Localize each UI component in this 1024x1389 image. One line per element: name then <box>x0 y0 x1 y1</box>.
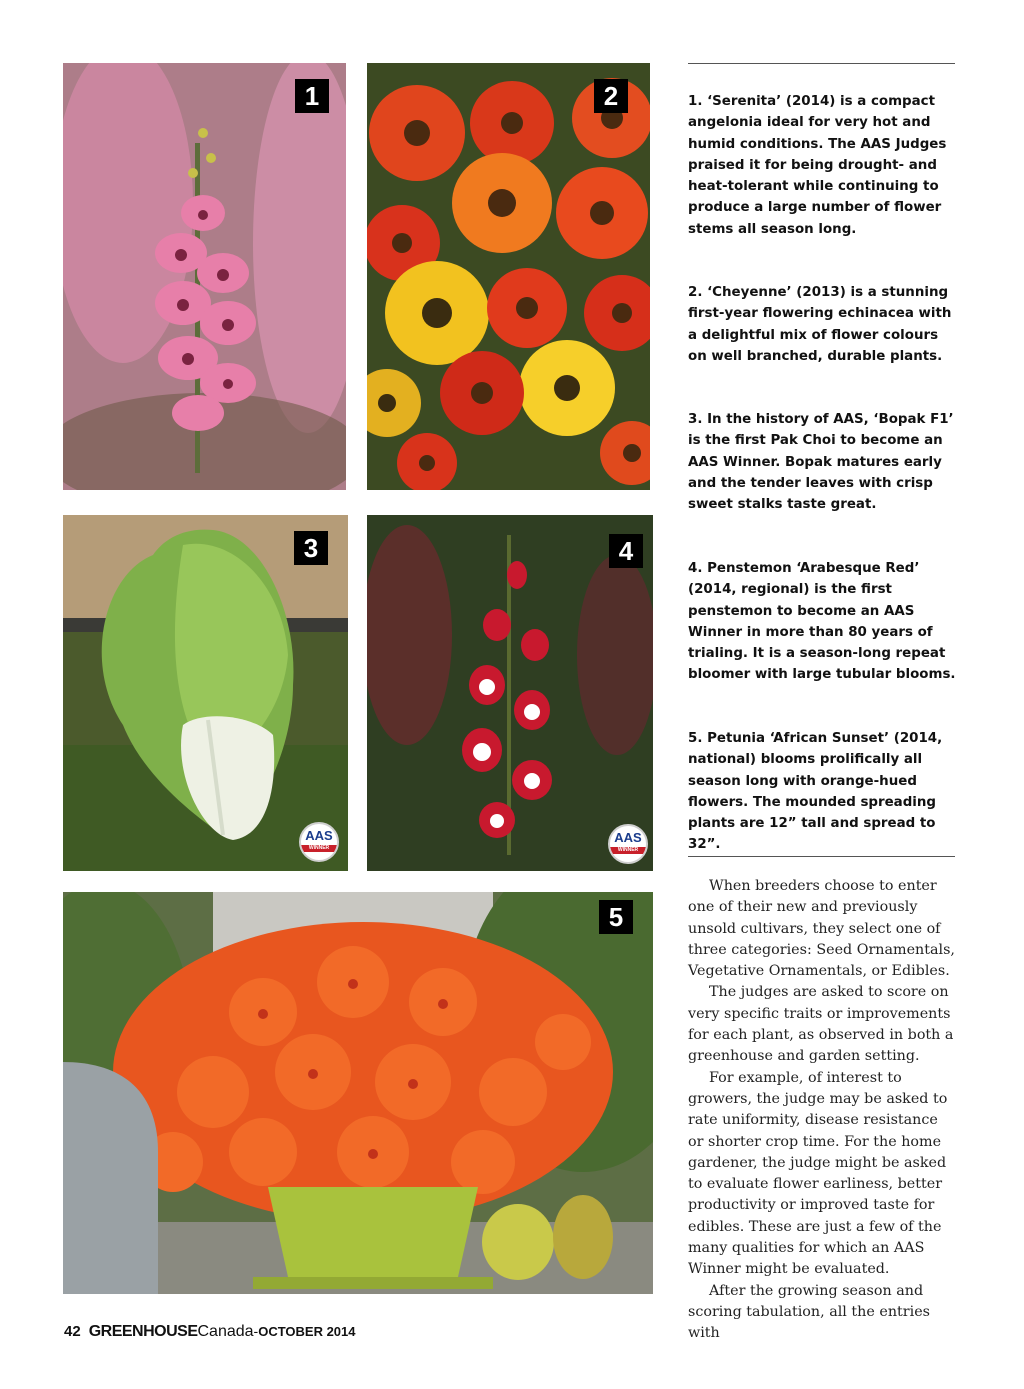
issue-date: OCTOBER 2014 <box>258 1324 356 1339</box>
caption-bottom-rule <box>688 856 955 857</box>
body-paragraph: For example, of interest to growers, the judge may be asked to rate uniformity, disease resistance or shorter crop time. For the home gardener, the judge might be asked to evaluate flower earliness, better productivity or improved taste for edibles. These are just a few of the many qualities for which an AAS Winner might be evaluated. <box>688 1069 948 1278</box>
badge-band-text: WINNER <box>610 847 646 854</box>
photo-penstemon-arabesque-red <box>367 515 653 871</box>
body-paragraph: When breeders choose to enter one of their new and previously unsold cultivars, they select one of three categories: Seed Ornamentals, Vegetative Ornamentals, or Edibles. <box>688 878 955 980</box>
page-number: 42 <box>64 1323 81 1340</box>
magazine-name-light: Canada <box>197 1323 254 1340</box>
photo-angelonia-serenita <box>63 63 346 490</box>
photo-number-3: 3 <box>294 531 328 565</box>
caption-3: 3. In the history of AAS, ‘Bopak F1’ is the first Pak Choi to become an AAS Winner. Bopak matures early and the tender leaves with crisp sweet stalks taste great. <box>688 412 954 513</box>
badge-logo-text: AAS <box>305 828 333 843</box>
photo-pak-choi-bopak <box>63 515 348 871</box>
photo-number-5: 5 <box>599 900 633 934</box>
photo-number-1: 1 <box>295 79 329 113</box>
aas-winner-badge <box>299 822 339 862</box>
magazine-name-bold: GREENHOUSE <box>88 1323 198 1340</box>
photo-echinacea-cheyenne <box>367 63 650 490</box>
article-body <box>688 876 956 1345</box>
caption-2: 2. ‘Cheyenne’ (2013) is a stunning first-year flowering echinacea with a delightful mix of flower colours on well branched, durable plants. <box>688 285 952 364</box>
caption-4: 4. Penstemon ‘Arabesque Red’ (2014, regional) is the first penstemon to become an AAS Winner in more than 80 years of trialing. It is a season-long repeat bloomer with large tubular blooms. <box>688 561 956 683</box>
body-paragraph: After the growing season and scoring tabulation, all the entries with <box>688 1282 930 1342</box>
photo-number-4: 4 <box>609 534 643 568</box>
page-footer <box>64 1323 356 1341</box>
aas-winner-badge <box>608 824 648 864</box>
badge-logo-text: AAS <box>614 830 642 845</box>
caption-1: 1. ‘Serenita’ (2014) is a compact angelonia ideal for very hot and humid conditions. The AAS Judges praised it for being drought- and heat-tolerant while continuing to produce a large number of flower stems all season long. <box>688 94 947 237</box>
caption-top-rule <box>688 63 955 64</box>
photo-number-2: 2 <box>594 79 628 113</box>
caption-5: 5. Petunia ‘African Sunset’ (2014, national) blooms prolifically all season long with orange-hued flowers. The mounded spreading plants are 12” tall and spread to 32”. <box>688 731 943 853</box>
badge-band-text: WINNER <box>301 845 337 852</box>
photo-petunia-african-sunset <box>63 892 653 1294</box>
body-paragraph: The judges are asked to score on very specific traits or improvements for each plant, as observed in both a greenhouse and garden setting. <box>688 984 954 1065</box>
footer-separator: - <box>253 1323 259 1339</box>
